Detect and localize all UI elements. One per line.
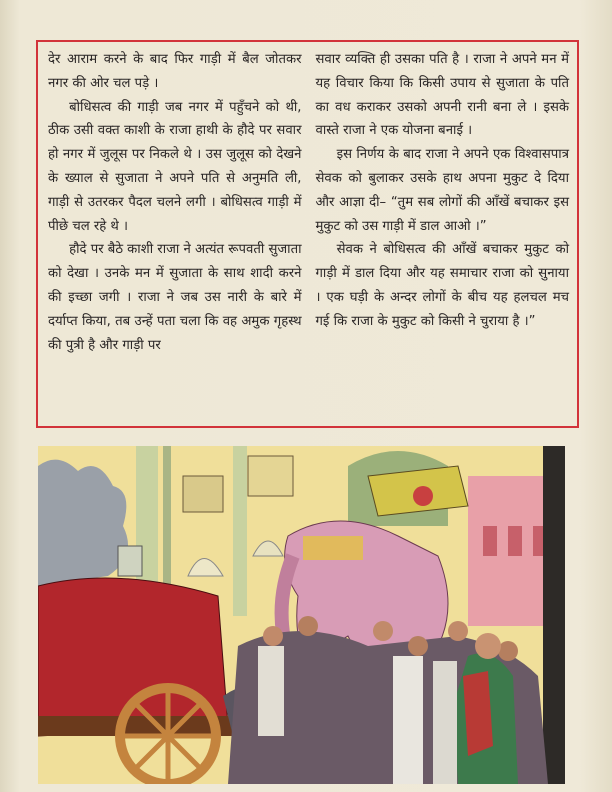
pink-palace-window: [483, 526, 497, 556]
crowd-head: [373, 621, 393, 641]
attendant: [433, 661, 457, 784]
left-text-column: [48, 48, 302, 422]
woman-head: [475, 633, 501, 659]
paragraph: इस निर्णय के बाद राजा ने अपने एक विश्वासपात्र सेवक को बुलाकर उसके हाथ अपना मुकुट दे दिया और आज्ञा दी– “तुम सब लोगों की आँखें बचाकर इस मुकुट को उस गाड़ी में डाल आओ ।”: [315, 147, 569, 234]
crowd-head: [408, 636, 428, 656]
procession-illustration: [38, 446, 565, 784]
paragraph: बोधिसत्व की गाड़ी जब नगर में पहुँचने को थी, ठीक उसी वक्त काशी के राजा हाथी के हौदे पर सवार हो नगर में जुलूस पर निकले थे । उस जुलूस को देखने के ख्याल से सुजाता ने अपने पति से अनुमति ली, गाड़ी से उतरकर पैदल चलने लगी । बोधिसत्व गाड़ी में पीछे चल रहे थे ।: [48, 99, 302, 234]
attendant: [393, 656, 423, 784]
balcony: [248, 456, 293, 496]
crowd-head: [298, 616, 318, 636]
carriage-cover: [38, 578, 228, 736]
lantern: [118, 546, 142, 576]
story-text-box: [36, 40, 579, 428]
attendant: [258, 646, 284, 736]
balcony: [183, 476, 223, 512]
woman-sari-red: [463, 671, 493, 756]
paragraph: हौदे पर बैठे काशी राजा ने अत्यंत रूपवती सुजाता को देखा । उनके मन में सुजाता के साथ शादी करने की इच्छा जगी । राजा ने जब उस नारी के बारे में दर्याप्त किया, तब उन्हें पता चला कि वह अमुक गृहस्थ की पुत्री है और गाड़ी पर: [48, 242, 302, 353]
paragraph: देर आराम करने के बाद फिर गाड़ी में बैल जोतकर नगर की ओर चल पड़े ।: [48, 52, 302, 91]
paragraph: सवार व्यक्ति ही उसका पति है । राजा ने अपने मन में यह विचार किया कि किसी उपाय से सुजाता के पति का वध कराकर उसको अपनी रानी बना ले । इसके वास्ते राजा ने एक योजना बनाई ।: [315, 52, 569, 139]
crowd-head: [448, 621, 468, 641]
crowd-head: [498, 641, 518, 661]
elephant-ornament: [303, 536, 363, 560]
pillar: [233, 446, 247, 616]
king-turban: [413, 486, 433, 506]
illustration-svg: [38, 446, 565, 784]
right-text-column: [316, 48, 570, 422]
pillar: [163, 446, 171, 596]
dark-pillar: [543, 446, 565, 784]
pink-palace-window: [508, 526, 522, 556]
crowd-head: [263, 626, 283, 646]
paragraph: सेवक ने बोधिसत्व की आँखें बचाकर मुकुट को गाड़ी में डाल दिया और यह समाचार राजा को सुनाया । एक घड़ी के अन्दर लोगों के बीच यह हलचल मच गई कि राजा के मुकुट को किसी ने चुराया है ।”: [315, 242, 569, 329]
